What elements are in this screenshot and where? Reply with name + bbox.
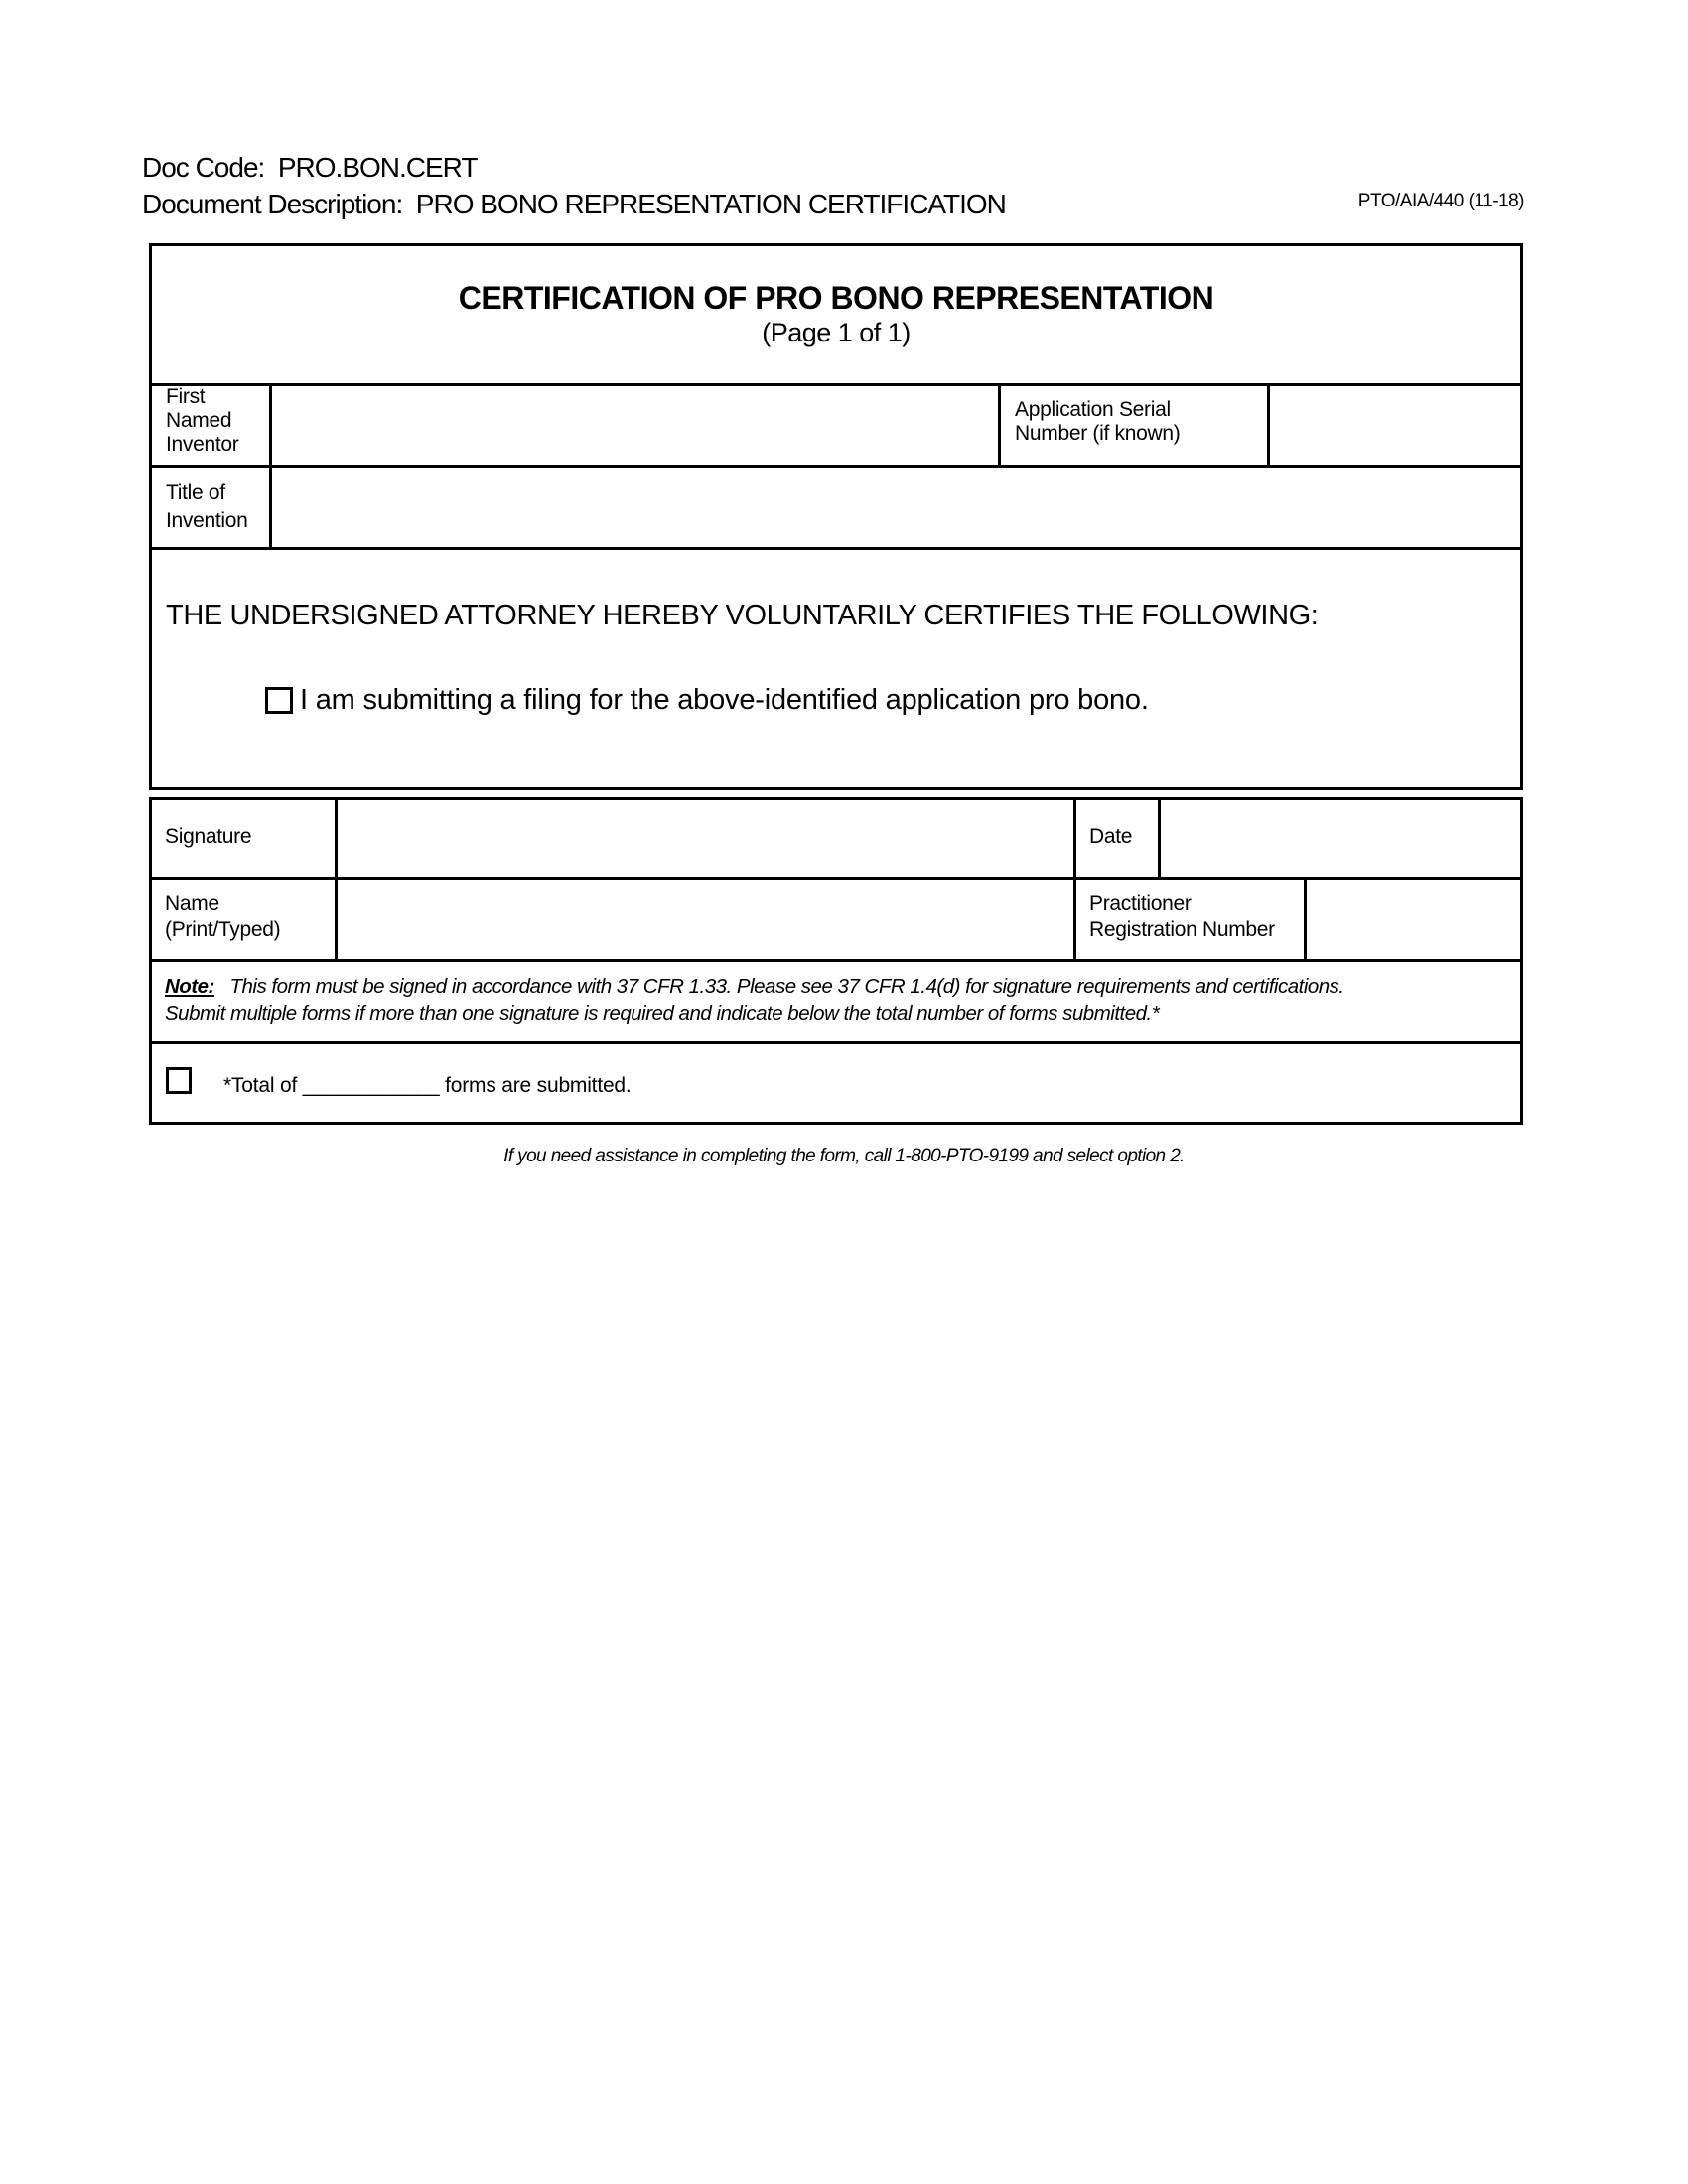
pro-bono-checkbox[interactable] — [265, 687, 293, 714]
note-line1: This form must be signed in accordance with 37 CFR 1.33. Please see 37 CFR 1.4(d) for signature requirements and certifications. — [229, 975, 1344, 998]
date-label: Date — [1089, 825, 1133, 848]
divider — [1158, 797, 1161, 880]
doc-description-value: PRO BONO REPRESENTATION CERTIFICATION — [415, 189, 1006, 219]
total-forms-text: *Total of ____________ forms are submitted. — [223, 1074, 632, 1097]
application-serial-label: Application Serial Number (if known) — [1015, 398, 1181, 445]
form-number: PTO/AIA/440 (11-18) — [1357, 191, 1524, 211]
doc-code-label: Doc Code: — [142, 152, 265, 183]
divider — [149, 959, 1523, 962]
note-label: Note: — [165, 975, 214, 998]
name-field[interactable] — [340, 882, 1072, 958]
divider — [149, 465, 1523, 468]
divider — [149, 877, 1523, 880]
page-info: (Page 1 of 1) — [762, 318, 911, 347]
divider — [1304, 877, 1307, 962]
form-title: CERTIFICATION OF PRO BONO REPRESENTATION — [458, 280, 1214, 316]
signature-field[interactable] — [340, 801, 1072, 876]
doc-code-value: PRO.BON.CERT — [277, 152, 478, 183]
divider — [149, 383, 1523, 386]
registration-number-label: Practitioner Registration Number — [1089, 892, 1275, 941]
doc-description-label: Document Description: — [142, 189, 403, 219]
signature-label: Signature — [165, 825, 252, 848]
note-line2: Submit multiple forms if more than one signature is required and indicate below the total number of forms submitted.* — [165, 1002, 1160, 1024]
note — [165, 973, 1344, 1026]
divider — [1267, 383, 1270, 468]
divider — [998, 383, 1001, 468]
title-of-invention-field[interactable] — [274, 470, 1519, 546]
title-of-invention-label: Title of Invention — [166, 481, 248, 532]
date-field[interactable] — [1163, 801, 1519, 876]
total-forms-blank[interactable]: ____________ — [302, 1074, 440, 1097]
divider — [149, 1041, 1523, 1044]
certify-heading: THE UNDERSIGNED ATTORNEY HEREBY VOLUNTARILY CERTIFIES THE FOLLOWING: — [166, 600, 1319, 631]
divider — [335, 797, 338, 962]
divider — [1073, 797, 1076, 962]
registration-number-field[interactable] — [1309, 882, 1519, 958]
name-label: Name (Print/Typed) — [165, 892, 281, 941]
total-forms-checkbox[interactable] — [166, 1067, 192, 1094]
doc-description — [142, 189, 1006, 220]
doc-code — [142, 152, 477, 184]
pro-bono-checkbox-label: I am submitting a filing for the above-identified application pro bono. — [300, 684, 1149, 716]
application-serial-field[interactable] — [1272, 388, 1519, 464]
first-named-inventor-field[interactable] — [274, 388, 997, 464]
divider — [269, 383, 272, 550]
divider — [149, 547, 1523, 550]
assistance-note: If you need assistance in completing the form, call 1-800-PTO-9199 and select option 2. — [503, 1146, 1185, 1166]
first-named-inventor-label: First Named Inventor — [166, 385, 239, 456]
